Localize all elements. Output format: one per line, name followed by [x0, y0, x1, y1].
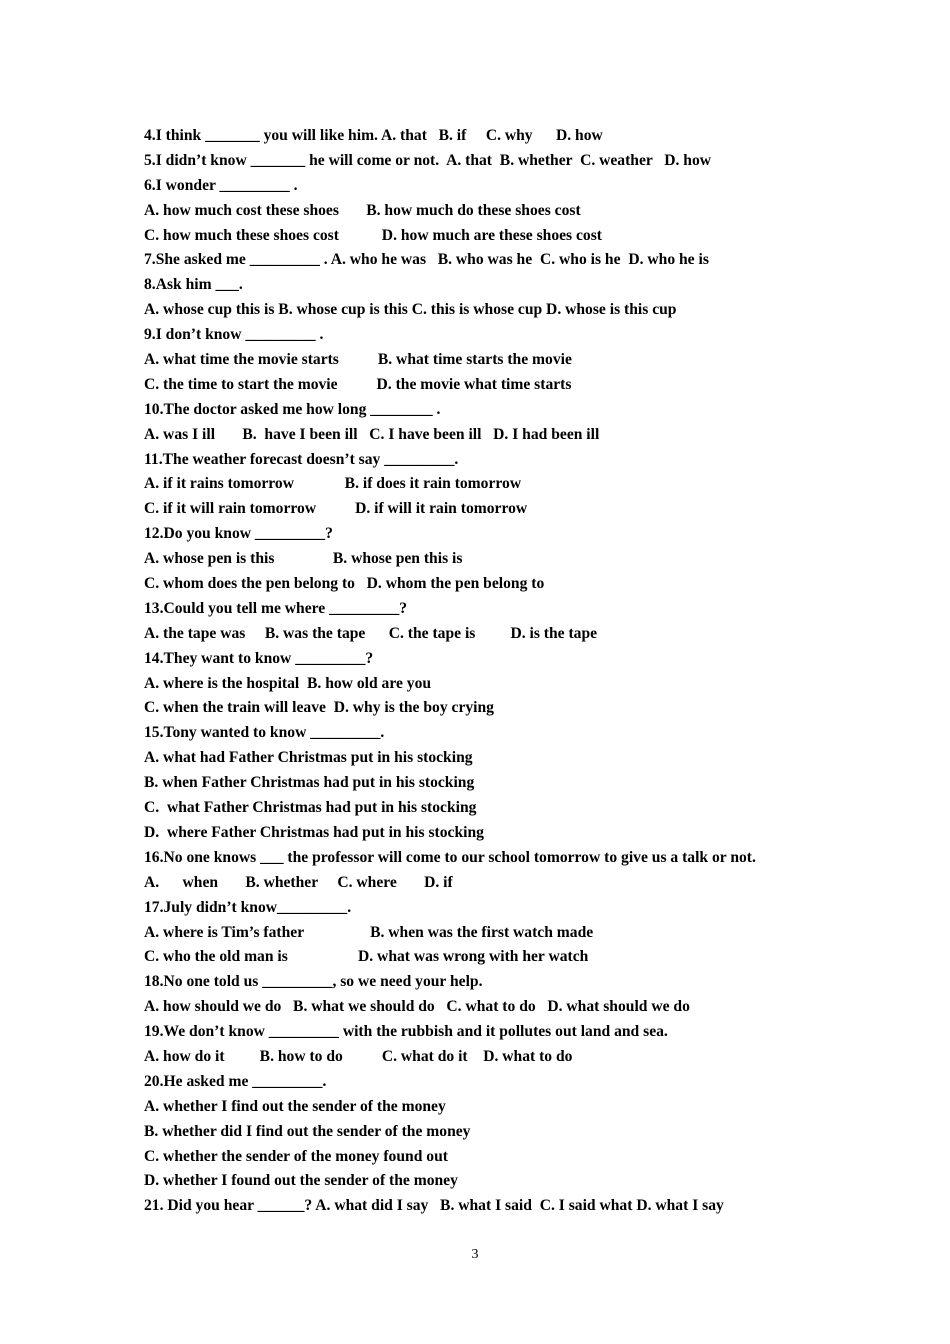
text-line: A. whose cup this is B. whose cup is this C. this is whose cup D. whose is this cup	[144, 301, 677, 319]
text-line: B. whether did I find out the sender of the money	[144, 1122, 471, 1140]
text-line: A. where is the hospital B. how old are you	[144, 674, 432, 692]
text-line: A. the tape was B. was the tape C. the tape is D. is the tape	[144, 624, 598, 642]
text-line: 8.Ask him ___.	[144, 276, 243, 294]
text-line: A. where is Tim’s father B. when was the first watch made	[144, 923, 594, 941]
text-line: D. whether I found out the sender of the money	[144, 1172, 458, 1190]
text-line: 9.I don’t know _________ .	[144, 326, 324, 344]
text-line: C. the time to start the movie D. the movie what time starts	[144, 375, 572, 393]
text-line: 17.July didn’t know_________.	[144, 898, 352, 916]
text-line: 7.She asked me _________ . A. who he was B. who was he C. who is he D. who he is	[144, 251, 709, 269]
text-line: A. how do it B. how to do C. what do it D. what to do	[144, 1047, 573, 1065]
text-line: C. whether the sender of the money found out	[144, 1147, 448, 1165]
text-line: C. who the old man is D. what was wrong with her watch	[144, 948, 589, 966]
text-line: 15.Tony wanted to know _________.	[144, 724, 385, 742]
text-line: C. how much these shoes cost D. how much are these shoes cost	[144, 226, 602, 244]
text-line: A. what had Father Christmas put in his stocking	[144, 749, 473, 767]
text-line: 13.Could you tell me where _________?	[144, 599, 408, 617]
question-list	[144, 124, 844, 1219]
text-line: C. what Father Christmas had put in his stocking	[144, 799, 477, 817]
text-line: A. what time the movie starts B. what time starts the movie	[144, 351, 572, 369]
text-line: 4.I think _______ you will like him. A. that B. if C. why D. how	[144, 127, 603, 144]
text-line: A. was I ill B. have I been ill C. I have been ill D. I had been ill	[144, 425, 600, 443]
text-line: D. where Father Christmas had put in his stocking	[144, 823, 484, 841]
text-line: A. how much cost these shoes B. how much do these shoes cost	[144, 201, 581, 219]
text-line: 19.We don’t know _________ with the rubbish and it pollutes out land and sea.	[144, 1023, 668, 1041]
text-line: 16.No one knows ___ the professor will come to our school tomorrow to give us a talk or not.	[144, 848, 756, 866]
text-line: 18.No one told us _________, so we need your help.	[144, 973, 483, 991]
text-line: 11.The weather forecast doesn’t say _________.	[144, 450, 459, 468]
text-line: 12.Do you know _________?	[144, 525, 333, 543]
text-line: B. when Father Christmas had put in his stocking	[144, 774, 475, 792]
text-line: C. when the train will leave D. why is the boy crying	[144, 699, 494, 717]
text-line: C. whom does the pen belong to D. whom the pen belong to	[144, 575, 545, 593]
text-line: 5.I didn’t know _______ he will come or not. A. that B. whether C. weather D. how	[144, 151, 712, 169]
text-line: 21. Did you hear ______? A. what did I say B. what I said C. I said what D. what I say	[144, 1197, 724, 1215]
text-line: A. whether I find out the sender of the money	[144, 1097, 446, 1115]
text-line: C. if it will rain tomorrow D. if will it rain tomorrow	[144, 500, 528, 518]
text-line: A. whose pen is this B. whose pen this is	[144, 550, 463, 568]
text-line: A. how should we do B. what we should do C. what to do D. what should we do	[144, 998, 690, 1016]
text-line: 20.He asked me _________.	[144, 1072, 327, 1090]
text-line: 14.They want to know _________?	[144, 649, 374, 667]
text-line: 10.The doctor asked me how long ________ .	[144, 400, 441, 418]
text-line: 6.I wonder _________ .	[144, 176, 298, 194]
text-line: A. if it rains tomorrow B. if does it rain tomorrow	[144, 475, 522, 493]
page-number: 3	[471, 1247, 479, 1262]
text-line: A. when B. whether C. where D. if	[144, 873, 453, 891]
